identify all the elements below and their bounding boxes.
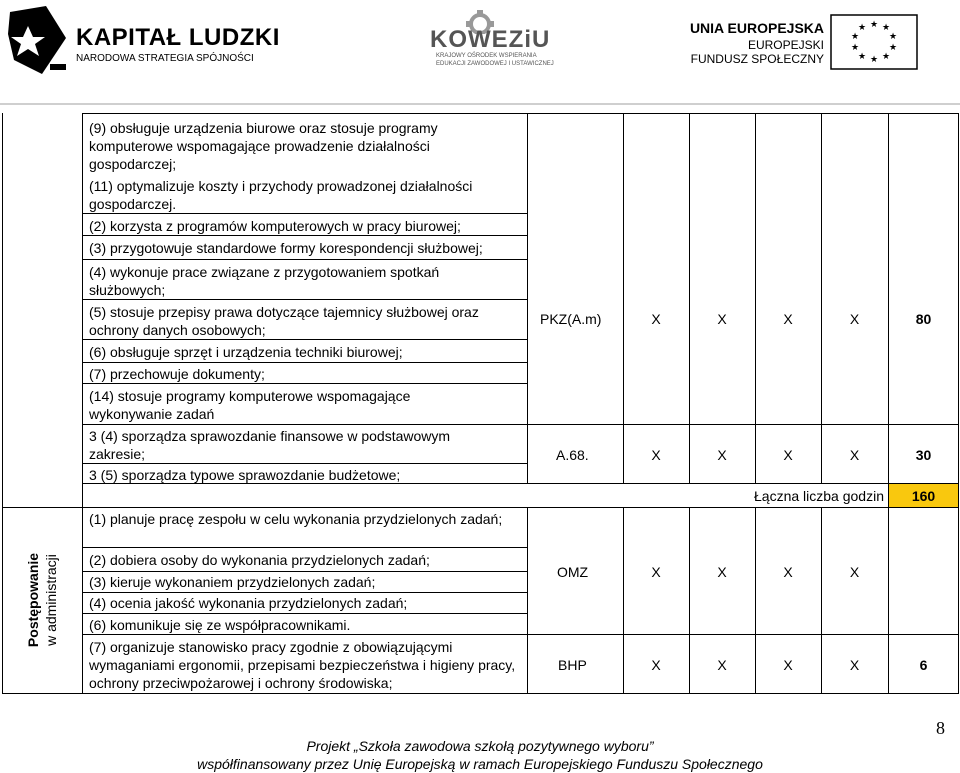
svg-text:★: ★	[881, 23, 891, 33]
mark-cell: X	[849, 564, 860, 580]
mark-cell: X	[651, 447, 661, 463]
grid-line	[82, 383, 528, 384]
sidebar-label	[24, 553, 60, 647]
grid-line	[82, 213, 528, 214]
row-text: (4) wykonuje prace związane z przygotowaniem spotkań służbowych;	[89, 264, 440, 298]
row-text: (2) dobiera osoby do wykonania przydzielonych zadań;	[89, 552, 430, 568]
page-header	[0, 0, 960, 82]
row-text: (6) komunikuje się ze współpracownikami.	[89, 617, 351, 633]
koweziu-line2: EDUKACJI ZAWODOWEJ I USTAWICZNEJ	[436, 61, 554, 67]
grid-line	[82, 424, 959, 425]
mark-cell: X	[849, 447, 860, 463]
total-value: 160	[911, 488, 936, 504]
svg-text:★: ★	[888, 43, 898, 53]
module-code: BHP	[558, 657, 587, 673]
row-text: (2) korzysta z programów komputerowych w pracy biurowej;	[89, 218, 461, 234]
mark-cell: X	[783, 657, 793, 673]
svg-text:★: ★	[869, 55, 879, 65]
kl-subtitle: NARODOWA STRATEGIA SPÓJNOŚCI	[76, 53, 254, 64]
grid-line	[82, 299, 528, 300]
grid-line	[82, 113, 83, 693]
mark-cell: X	[717, 447, 727, 463]
grid-line	[82, 113, 959, 114]
row-text: 3 (4) sporządza sprawozdanie finansowe w podstawowym zakresie;	[89, 428, 451, 462]
mark-cell: X	[783, 564, 793, 580]
svg-text:★: ★	[869, 20, 879, 30]
svg-text:★: ★	[850, 32, 860, 42]
grid-line	[2, 113, 3, 693]
koweziu-line1: KRAJOWY OŚRODEK WSPIERANIA	[436, 53, 537, 59]
row-text: (1) planuje pracę zespołu w celu wykonania przydzielonych zadań;	[89, 511, 503, 527]
kapital-ludzki-logo	[6, 4, 280, 76]
mark-cell: X	[717, 311, 727, 327]
module-code: OMZ	[557, 564, 589, 580]
eu-logo	[689, 14, 952, 74]
header-divider	[0, 103, 960, 105]
mark-cell: X	[783, 311, 793, 327]
svg-text:★: ★	[857, 23, 867, 33]
hours-cell: 80	[915, 311, 932, 327]
grid-line	[958, 113, 959, 693]
mark-cell: X	[849, 311, 860, 327]
grid-line	[82, 339, 528, 340]
footer-line2: współfinansowany przez Unię Europejską w ramach Europejskiego Funduszu Społecznego	[197, 756, 763, 772]
grid-line	[82, 571, 528, 572]
row-text: (9) obsługuje urządzenia biurowe oraz stosuje programy komputerowe wspomagające prowadzenie działalności gospodarczej;	[89, 120, 438, 172]
row-text: 3 (5) sporządza typowe sprawozdanie budżetowe;	[89, 467, 401, 483]
koweziu-logo	[428, 10, 558, 72]
grid-line	[527, 113, 528, 483]
grid-line	[82, 547, 528, 548]
total-label: Łączna liczba godzin	[754, 488, 884, 504]
hours-cell: 30	[915, 447, 932, 463]
eu-line1: UNIA EUROPEJSKA	[689, 20, 824, 36]
grid-line	[82, 613, 528, 614]
koweziu-name: KOWEZiU	[430, 26, 551, 53]
module-code: A.68.	[556, 447, 589, 463]
grid-line	[82, 259, 528, 260]
svg-text:★: ★	[850, 43, 860, 53]
svg-text:★: ★	[857, 52, 867, 62]
grid-line	[82, 634, 959, 635]
row-text: (7) organizuje stanowisko pracy zgodnie z obowiązującymi wymaganiami ergonomii, przepisami bezpieczeństwa i higieny pracy, ochrony przeciwpożarowej i ochrony środowiska;	[89, 639, 516, 691]
grid-line	[755, 113, 756, 483]
svg-text:★: ★	[881, 52, 891, 62]
page-number: 8	[936, 718, 945, 738]
grid-line	[2, 507, 959, 508]
grid-line	[623, 113, 624, 483]
row-text: (11) optymalizuje koszty i przychody prowadzonej działalności gospodarczej.	[89, 178, 473, 212]
row-text: (4) ocenia jakość wykonania przydzielonych zadań;	[89, 595, 408, 611]
hours-cell: 6	[919, 657, 928, 673]
sidebar-line1: Postępowanie	[25, 552, 41, 648]
grid-line	[527, 507, 528, 693]
grid-line	[82, 592, 528, 593]
eu-line2: EUROPEJSKI	[747, 38, 824, 52]
svg-text:★: ★	[888, 32, 898, 42]
mark-cell: X	[783, 447, 793, 463]
mark-cell: X	[717, 657, 727, 673]
grid-line	[2, 693, 959, 694]
row-text: (7) przechowuje dokumenty;	[89, 366, 265, 382]
grid-line	[82, 362, 528, 363]
grid-line	[689, 113, 690, 483]
eu-line3: FUNDUSZ SPOŁECZNY	[690, 52, 824, 66]
eu-flag-icon	[830, 14, 918, 70]
kapital-ludzki-star-icon	[6, 4, 70, 76]
row-text: (6) obsługuje sprzęt i urządzenia techniki biurowej;	[89, 344, 403, 360]
mark-cell: X	[651, 311, 661, 327]
grid-line	[82, 463, 528, 464]
mark-cell: X	[651, 657, 661, 673]
footer-line1: Projekt „Szkoła zawodowa szkołą pozytywnego wyboru”	[306, 738, 654, 754]
row-text: (3) przygotowuje standardowe formy korespondencji służbowej;	[89, 240, 483, 256]
row-text: (5) stosuje przepisy prawa dotyczące tajemnicy służbowej oraz ochrony danych osobowych;	[89, 304, 479, 338]
row-text: (14) stosuje programy komputerowe wspomagające wykonywanie zadań	[89, 388, 411, 422]
grid-line	[888, 113, 889, 693]
kl-title: KAPITAŁ LUDZKI	[76, 24, 280, 51]
grid-line	[82, 235, 528, 236]
sidebar-line2: w administracji	[43, 554, 59, 646]
mark-cell: X	[651, 564, 661, 580]
row-text: (3) kieruje wykonaniem przydzielonych zadań;	[89, 574, 376, 590]
mark-cell: X	[717, 564, 727, 580]
mark-cell: X	[849, 657, 860, 673]
grid-line	[821, 113, 822, 483]
module-code: PKZ(A.m)	[540, 311, 602, 327]
